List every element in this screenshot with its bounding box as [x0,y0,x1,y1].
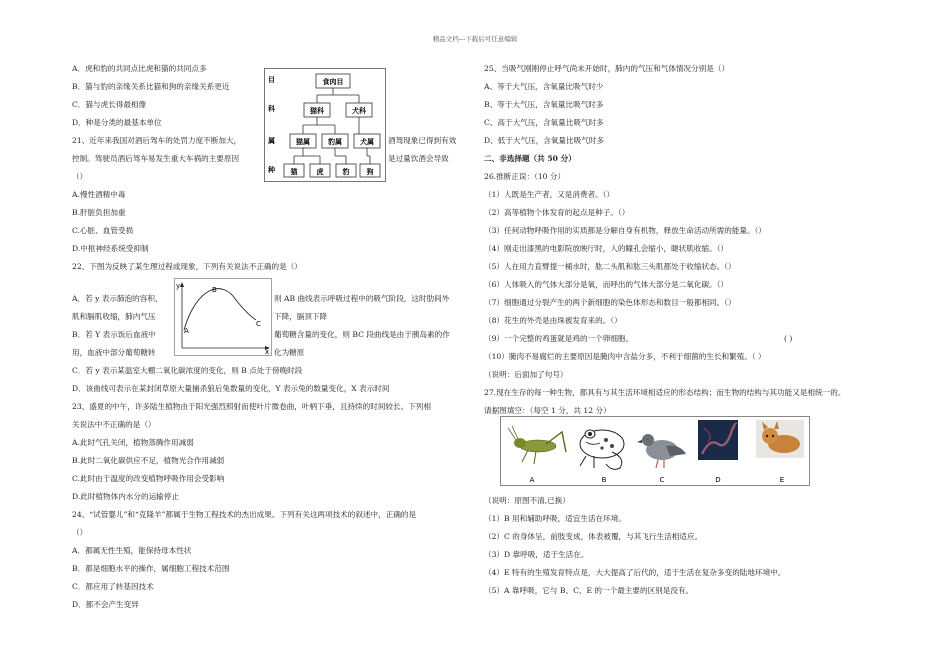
animal-label-d: D [715,476,721,484]
q24-option-d: D．都不会产生变异 [72,600,139,609]
q26-item-9: （9）一个完整的鸡蛋就是鸡的一个卵细胞。 [484,334,634,343]
q25-option-a: A、等于大气压，含氧量比吸气时少 [484,82,604,91]
q24-option-c: C．都应用了转基因技术 [72,582,154,591]
q21-stem-line2: 控制。驾驶员酒后驾车易发生重大车祸的主要原因 [72,154,240,163]
q22-option-b-line1: B．若 Y 表示饭后血液中 [72,330,156,339]
q22-option-b-line2: 用，血液中部分葡萄糖转 [72,348,156,357]
q23-option-d: D.此时植物体内水分的运输停止 [72,492,179,501]
q26-item-8: （8）花生的外壳是由珠被发育来的。（） [484,316,622,325]
q21-option-d: D.中枢神经系统受抑制 [72,244,149,253]
q21-option-b: B.肝脏负担加重 [72,208,126,217]
q27-item-5: （5）A 靠呼吸，它与 B、C、E 的一个最主要的区别是没有。 [484,586,694,595]
q22-option-d: D．该曲线可表示在某封闭草原大量捕杀狼后兔数量的变化，Y 表示兔的数量变化，X 表示时间 [72,384,390,393]
q27-note: （说明：原图不清,已换） [484,496,570,505]
q22-stem: 22、下图为反映了某生理过程或现象，下列有关说法不正确的是（） [72,262,302,271]
q23-stem-line1: 23、盛夏的中午，许多陆生植物由于阳光强烈照射而使叶片微卷曲，叶柄下垂，且持续的时间较长。下列相 [72,402,431,411]
node-family-dog: 犬科 [352,107,366,115]
graph-point-c: C [256,320,261,328]
q26-item-5: （5）人在用力直臂提一桶水时，肱二头肌和肱三头肌都处于收缩状态。（） [484,262,736,271]
q22-option-a-line2-tail: 下降，膈顶下降 [274,312,328,321]
q22-option-b-line1-tail: 葡萄糖含量的变化，则 BC 段曲线是由于胰岛素的作 [274,330,450,339]
node-genus-cat: 猫属 [296,138,310,146]
earthworm-icon [698,420,738,460]
rank-label-order: 目 [268,76,275,84]
q22-curve-graph [174,278,272,356]
q23-option-c: C.此时由于温度的改变植物呼吸作用会受影响 [72,474,225,483]
q24-stem-line2: （） [72,528,88,537]
q21-stem-line2-tail: 是过量饮酒会导致 [388,154,449,163]
q27-stem-line2: 请据图填空：（每空 1 分，共 12 分） [484,406,611,415]
page-header: 精品文档---下载后可任意编辑 [432,35,518,43]
q26-item-2: （2）高等植物个体发育的起点是种子。（） [484,208,630,217]
q21-stem-line3: （） [72,172,88,181]
q27-item-1: （1）B 用和辅助呼吸，适宜生活在环境。 [484,514,626,523]
q22-option-b-line2-tail: 化为糖原 [274,348,305,357]
animal-label-a: A [529,476,535,484]
q22-option-a-line1: A．若 y 表示肺泡的容积， [72,294,163,303]
q27-item-3: （3）D 靠呼吸，适于生活在。 [484,550,589,559]
q26-item-7: （7）细胞通过分裂产生的两个新细胞的染色体形态和数目一般都相同。（） [484,298,736,307]
node-genus-panthera: 豹属 [328,138,342,146]
q26-item-1: （1）人既是生产者，又是消费者。（） [484,190,615,199]
q22-option-c: C．若 y 表示某温室大棚二氧化碳浓度的变化，则 B 点处于傍晚时段 [72,366,303,375]
q24-option-b: B．都是细胞水平的操作，属细胞工程技术范围 [72,564,230,573]
q26-item-10: （10）腌肉不易腐烂的主要原因是腌肉中含盐分多，不利于细菌的生长和繁殖。（ ） [484,352,766,361]
q20-option-a: A．虎和豹的共同点比虎和猫的共同点多 [72,64,207,73]
q20-option-c: C．猫与虎长得最相像 [72,100,147,109]
graph-point-a: A [184,327,189,335]
q22-option-a-line2: 肌和膈肌收缩，肺内气压 [72,312,156,321]
q26-stem: 26.推断正误：（10 分） [484,172,566,181]
q24-option-a: A．都属无性生殖，能保持母本性状 [72,546,192,555]
taxonomy-diagram [264,68,386,182]
node-species-cat: 猫 [290,168,298,176]
q26-note: （说明：后面加了句号） [484,370,568,379]
node-species-tiger: 虎 [316,168,324,176]
graph-x-label: x [265,348,270,356]
q25-option-d: D、低于大气压，含氧量比吸气时多 [484,136,604,145]
q22-option-a-line1-tail: 则 AB 曲线表示呼吸过程中的吸气阶段，这时肋间外 [274,294,450,303]
q26-item-3: （3）任何动物呼吸作用的实质都是分解自身有机物，释放生命活动所需的能量。（） [484,226,766,235]
q27-stem-line1: 27.现在生存的每一种生物，都具有与其生活环境相适应的形态结构；而生物的结构与其功能又是相统一的。 [484,388,846,397]
q26-item-6: （6）人体吸入的气体大部分是氧，而呼出的气体大部分是二氧化碳。（） [484,280,729,289]
q26-item-4: （4）刚走出漆黑的电影院放映厅时，人的瞳孔会缩小，睫状肌收缩。（） [484,244,729,253]
q21-stem-line1-tail: 酒驾现象已得到有效 [388,136,457,145]
node-species-dog: 狗 [366,168,374,176]
graph-point-b: B [212,286,217,294]
rank-label-genus: 属 [268,137,275,145]
q21-option-c: C.心脏、血管受损 [72,226,134,235]
q27-animals-figure [500,416,810,486]
q23-option-a: A.此时气孔关闭，植物蒸腾作用减弱 [72,438,194,447]
animal-label-c: C [659,476,665,484]
q25-stem: 25、当吸气刚刚停止呼气尚未开始时，肺内的气压和气体情况分别是（） [484,64,730,73]
q27-item-4: （4）E 特有的生殖发育特点是，大大提高了后代的，适于生活在复杂多变的陆地环境中。 [484,568,786,577]
q24-stem-line1: 24、“试管婴儿”和“克隆羊”都属于生物工程技术的杰出成果。下列有关这两项技术的叙述中，正确的是 [72,510,417,519]
q25-option-b: B、等于大气压，含氧量比吸气时多 [484,100,604,109]
q23-option-b: B.此时二氧化碳供应不足，植物光合作用减弱 [72,456,225,465]
section-2-heading: 二、非选择题（共 50 分） [484,154,576,163]
graph-y-label: y [176,282,181,290]
node-family-cat: 猫科 [310,107,324,115]
q25-option-c: C、高于大气压，含氧量比吸气时多 [484,118,604,127]
rank-label-species: 种 [268,166,275,174]
node-genus-canis: 犬属 [360,138,374,146]
q21-option-a: A.慢性酒精中毒 [72,190,126,199]
rank-label-family: 科 [268,105,275,113]
q26-item-9-paren: ( ) [784,334,793,343]
node-species-leopard: 豹 [342,168,350,176]
q21-stem-line1: 21、近年来我国对酒后驾车的处罚力度不断加大， [72,136,242,145]
q20-option-b: B．猫与豹的亲缘关系比猫和狗的亲缘关系更近 [72,82,230,91]
q23-stem-line2: 关说法中不正确的是（） [72,420,156,429]
animal-label-e: E [779,476,785,484]
animal-label-b: B [601,476,607,484]
node-order: 食肉目 [322,78,344,86]
q27-item-2: （2）C 的身体呈，前肢变成，体表被覆，与其飞行生活相适应。 [484,532,703,541]
q20-option-d: D．种是分类的最基本单位 [72,118,162,127]
cat-icon [756,420,804,458]
